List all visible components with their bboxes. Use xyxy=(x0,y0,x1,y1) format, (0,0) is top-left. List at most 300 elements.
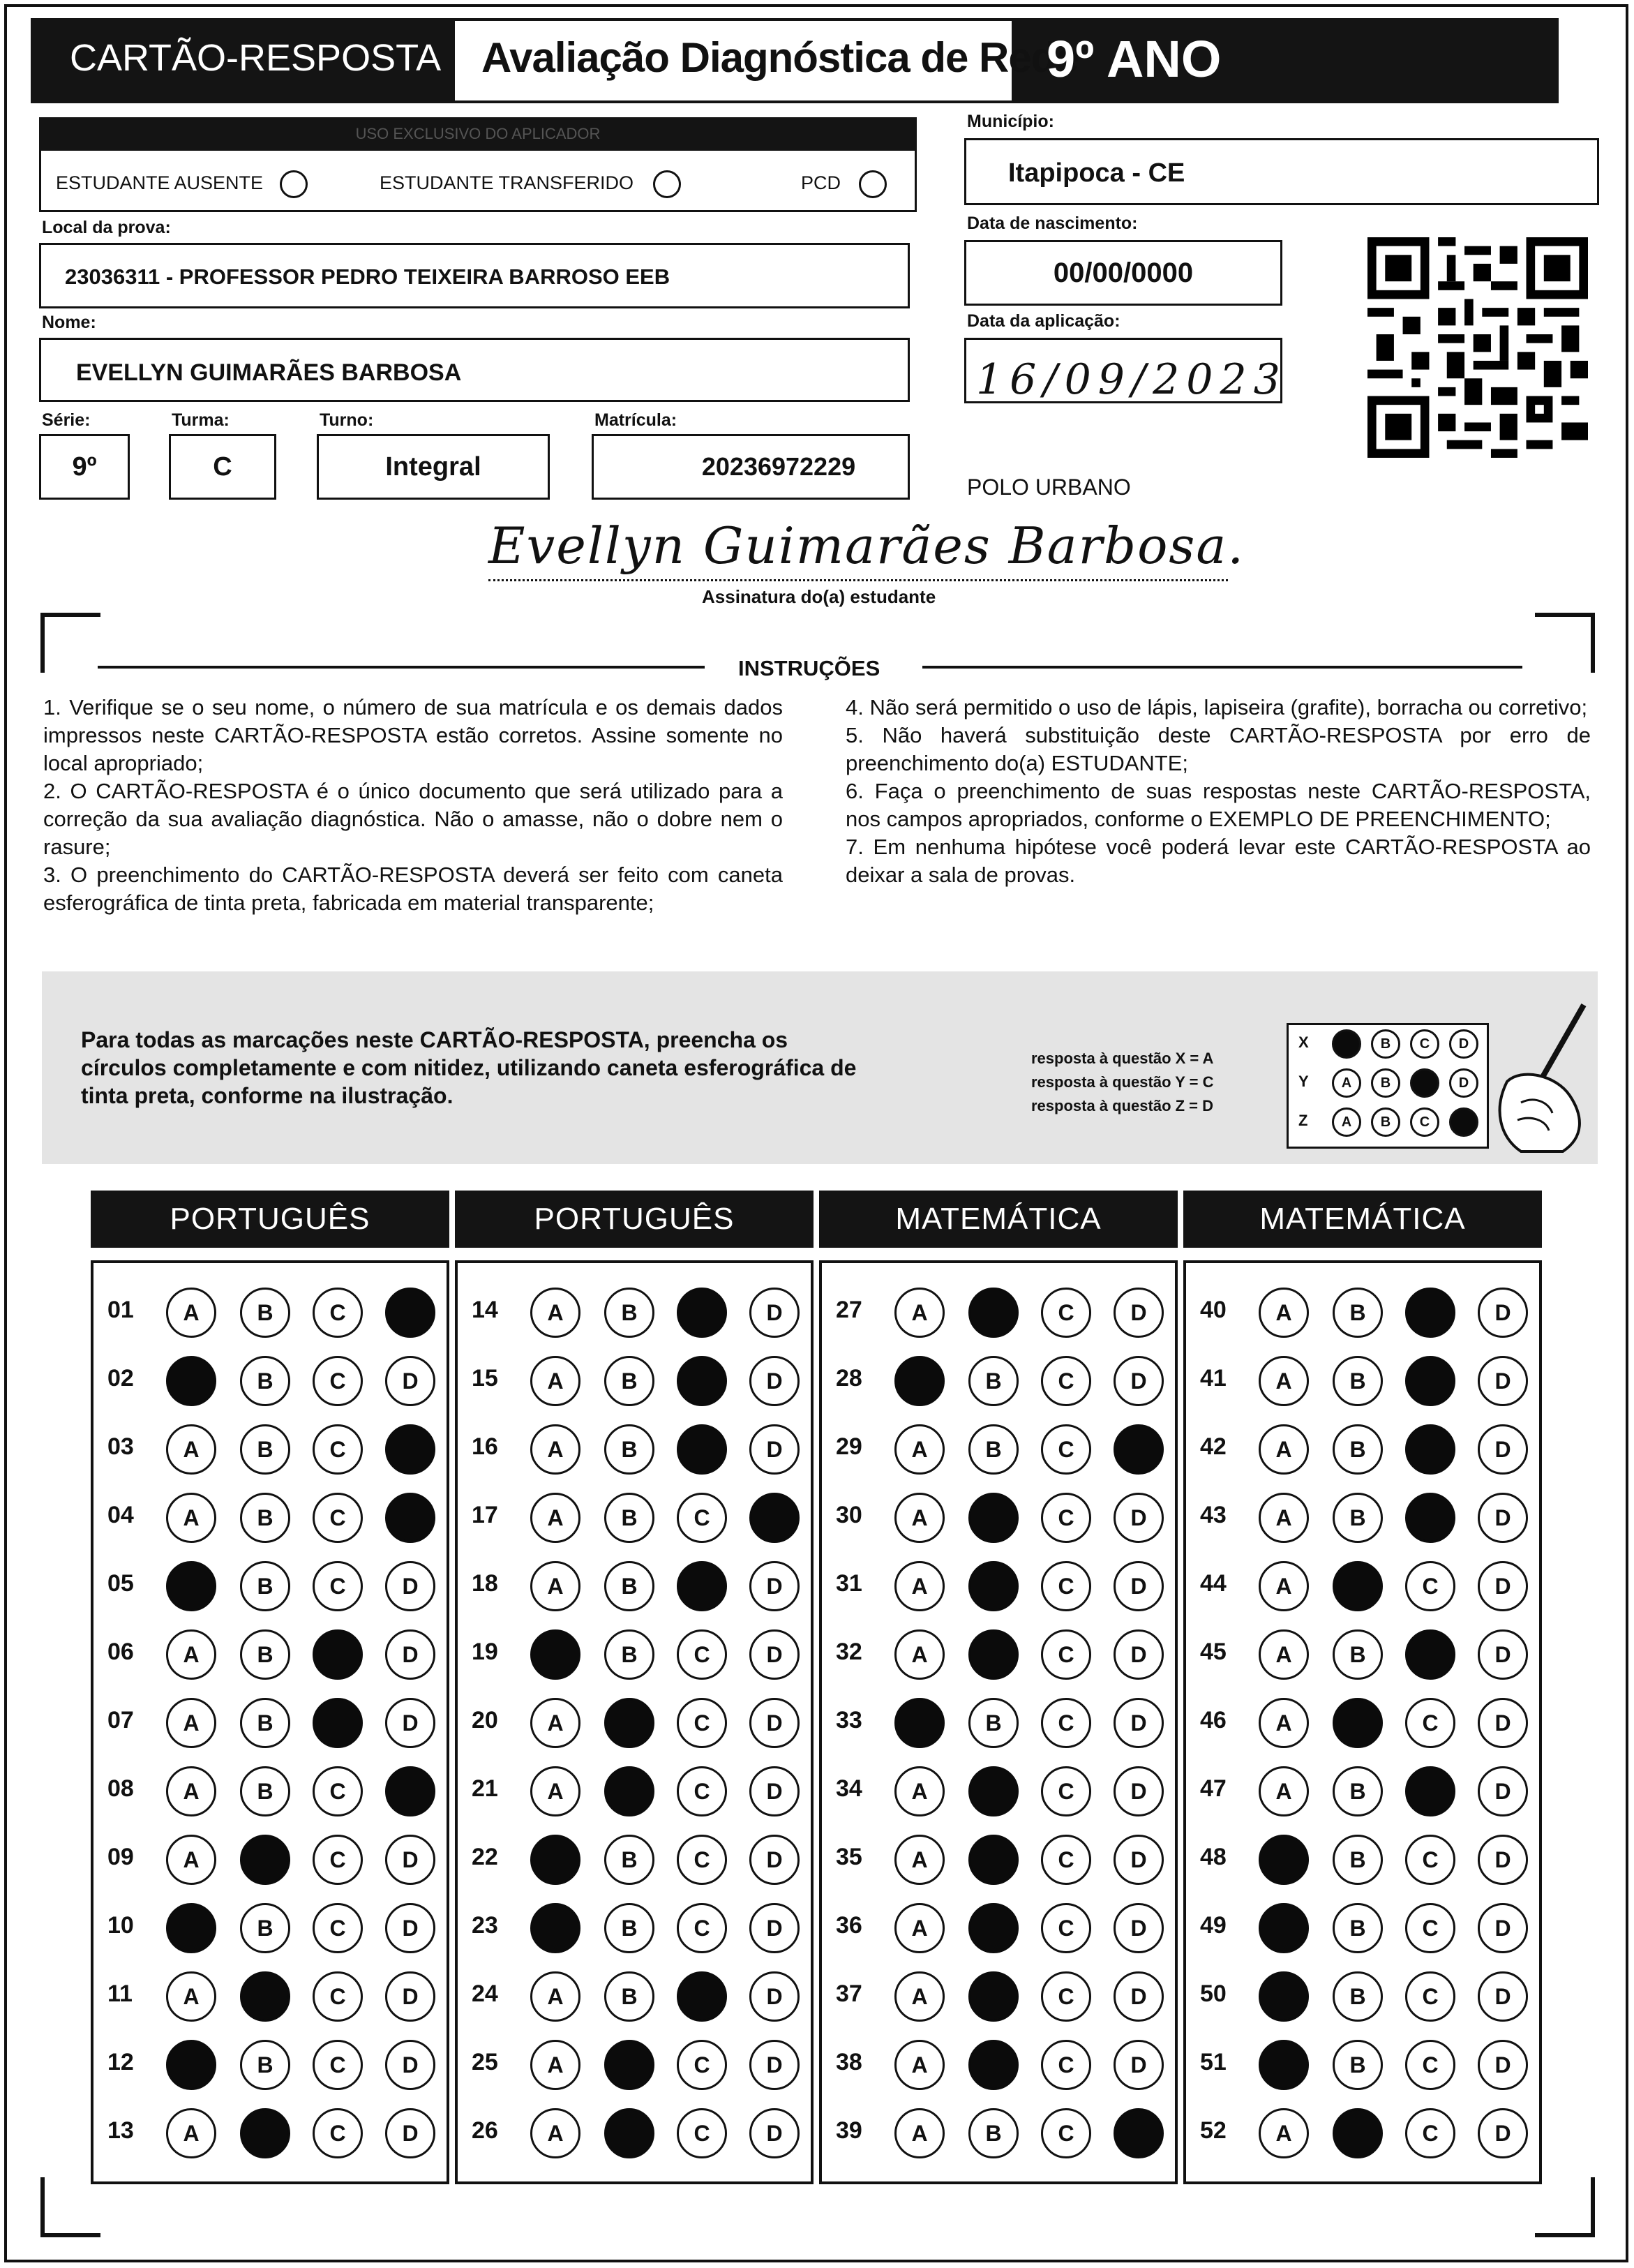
answer-bubble-d[interactable]: D xyxy=(385,1903,435,1953)
answer-bubble-a[interactable]: A xyxy=(530,1698,580,1748)
turno-field xyxy=(317,434,550,500)
answer-bubble-c[interactable] xyxy=(1405,1424,1455,1475)
answer-bubble-c[interactable]: C xyxy=(313,1356,363,1406)
answer-bubble-b[interactable]: B xyxy=(240,1561,290,1611)
answer-bubble-b[interactable]: B xyxy=(240,1766,290,1816)
answer-bubble-b[interactable]: B xyxy=(604,1356,654,1406)
answer-bubble-d[interactable] xyxy=(385,1288,435,1338)
question-row xyxy=(93,1831,447,1887)
question-number: 24 xyxy=(472,1980,498,2007)
example-bubble-c: C xyxy=(1410,1107,1439,1137)
answer-bubble-c[interactable]: C xyxy=(1405,1561,1455,1611)
answer-bubble-a[interactable]: A xyxy=(530,1288,580,1338)
answer-bubble-c[interactable]: C xyxy=(313,2040,363,2090)
answer-bubble-b[interactable] xyxy=(968,1288,1019,1338)
turma-field xyxy=(169,434,276,500)
answer-bubble-b[interactable]: B xyxy=(604,1288,654,1338)
answer-bubble-a[interactable] xyxy=(1259,1903,1309,1953)
question-column xyxy=(455,1260,814,2184)
answer-bubble-a[interactable]: A xyxy=(894,1629,945,1680)
answer-bubble-a[interactable]: A xyxy=(166,1288,216,1338)
question-number: 26 xyxy=(472,2117,498,2144)
answer-bubble-b[interactable] xyxy=(604,1766,654,1816)
answer-bubble-c[interactable]: C xyxy=(677,1629,727,1680)
answer-bubble-d[interactable]: D xyxy=(749,1288,800,1338)
answer-bubble-b[interactable] xyxy=(604,2108,654,2158)
question-number: 46 xyxy=(1200,1707,1227,1733)
answer-bubble-a[interactable] xyxy=(530,1903,580,1953)
answer-bubble-b[interactable]: B xyxy=(1333,1971,1383,2022)
question-row xyxy=(458,2036,811,2092)
answer-bubble-d[interactable] xyxy=(385,1766,435,1816)
question-row xyxy=(1186,1489,1539,1545)
question-row xyxy=(458,1352,811,1408)
question-number: 52 xyxy=(1200,2117,1227,2144)
pcd-checkbox[interactable] xyxy=(859,170,887,198)
answer-bubble-b[interactable]: B xyxy=(240,1629,290,1680)
question-number: 18 xyxy=(472,1570,498,1597)
question-number: 32 xyxy=(836,1639,862,1665)
transferred-option[interactable] xyxy=(380,170,681,198)
answer-bubble-c[interactable] xyxy=(313,1629,363,1680)
question-row xyxy=(822,2036,1175,2092)
answer-bubble-a[interactable] xyxy=(166,1561,216,1611)
answer-bubble-b[interactable]: B xyxy=(1333,1629,1383,1680)
question-column xyxy=(819,1260,1178,2184)
answer-bubble-a[interactable]: A xyxy=(166,1835,216,1885)
question-row xyxy=(1186,1558,1539,1613)
answer-bubble-d[interactable]: D xyxy=(1478,1766,1528,1816)
nome-field xyxy=(39,338,910,402)
answer-bubble-b[interactable]: B xyxy=(1333,1288,1383,1338)
answer-bubble-b[interactable] xyxy=(604,1698,654,1748)
answer-bubble-c[interactable] xyxy=(1405,1493,1455,1543)
answer-bubble-c[interactable]: C xyxy=(1041,1903,1091,1953)
answer-bubble-a[interactable]: A xyxy=(166,2108,216,2158)
answer-bubble-b[interactable] xyxy=(968,1561,1019,1611)
answer-bubble-d[interactable]: D xyxy=(1478,1698,1528,1748)
answer-bubble-c[interactable]: C xyxy=(1405,1835,1455,1885)
answer-bubble-d[interactable]: D xyxy=(1478,1356,1528,1406)
answer-bubble-a[interactable]: A xyxy=(166,1493,216,1543)
answer-bubble-b[interactable]: B xyxy=(240,1698,290,1748)
question-number: 31 xyxy=(836,1570,862,1597)
answer-bubble-c[interactable]: C xyxy=(313,1903,363,1953)
answer-bubble-a[interactable]: A xyxy=(530,1766,580,1816)
answer-bubble-a[interactable]: A xyxy=(530,1356,580,1406)
answer-bubble-d[interactable]: D xyxy=(385,1835,435,1885)
answer-bubble-c[interactable]: C xyxy=(313,1971,363,2022)
absent-option[interactable] xyxy=(56,170,308,198)
example-row-label: Y xyxy=(1298,1073,1309,1090)
question-row xyxy=(458,1489,811,1545)
question-number: 16 xyxy=(472,1433,498,1460)
pcd-option[interactable] xyxy=(801,170,887,198)
question-row xyxy=(458,2105,811,2161)
question-number: 05 xyxy=(107,1570,134,1597)
answer-bubble-a[interactable] xyxy=(1259,2040,1309,2090)
answer-bubble-b[interactable] xyxy=(604,2040,654,2090)
answer-bubble-b[interactable]: B xyxy=(240,1288,290,1338)
question-row xyxy=(1186,1284,1539,1340)
answer-bubble-a[interactable]: A xyxy=(530,1561,580,1611)
answer-bubble-c[interactable] xyxy=(1405,1288,1455,1338)
answer-bubble-b[interactable]: B xyxy=(604,1493,654,1543)
answer-bubble-a[interactable]: A xyxy=(1259,1698,1309,1748)
answer-bubble-b[interactable]: B xyxy=(240,1356,290,1406)
answer-bubble-a[interactable]: A xyxy=(894,1561,945,1611)
answer-bubble-d[interactable]: D xyxy=(749,1835,800,1885)
answer-bubble-c[interactable]: C xyxy=(1405,1903,1455,1953)
answer-bubble-a[interactable]: A xyxy=(1259,1629,1309,1680)
answer-bubble-d[interactable]: D xyxy=(385,1698,435,1748)
answer-bubble-b[interactable]: B xyxy=(1333,1356,1383,1406)
signature-handwritten: Evellyn Guimarães Barbosa. xyxy=(488,516,1245,575)
answer-bubble-a[interactable]: A xyxy=(894,1835,945,1885)
example-bubble-b: B xyxy=(1371,1068,1400,1098)
answer-bubble-a[interactable]: A xyxy=(1259,1766,1309,1816)
question-number: 29 xyxy=(836,1433,862,1460)
pcd-label: PCD xyxy=(801,172,841,194)
answer-bubble-a[interactable] xyxy=(530,1629,580,1680)
hand-pen-icon xyxy=(1479,998,1598,1158)
answer-bubble-b[interactable] xyxy=(968,1903,1019,1953)
answer-bubble-a[interactable] xyxy=(1259,1971,1309,2022)
answer-bubble-d[interactable]: D xyxy=(385,1971,435,2022)
answer-bubble-a[interactable] xyxy=(1259,1835,1309,1885)
question-number: 11 xyxy=(107,1980,133,2007)
answer-bubble-b[interactable]: B xyxy=(604,1971,654,2022)
question-number: 50 xyxy=(1200,1980,1227,2007)
answer-bubble-b[interactable]: B xyxy=(240,1903,290,1953)
bracket-bottom-left xyxy=(40,2177,100,2237)
answer-bubble-c[interactable]: C xyxy=(1405,2040,1455,2090)
answer-bubble-c[interactable]: C xyxy=(1041,1288,1091,1338)
subject-header: MATEMÁTICA xyxy=(819,1191,1178,1248)
answer-bubble-a[interactable]: A xyxy=(166,1698,216,1748)
answer-bubble-d[interactable]: D xyxy=(1478,1903,1528,1953)
answer-bubble-a[interactable]: A xyxy=(894,1766,945,1816)
answer-bubble-c[interactable]: C xyxy=(1041,2108,1091,2158)
answer-bubble-c[interactable]: C xyxy=(313,1766,363,1816)
answer-bubble-a[interactable]: A xyxy=(894,2040,945,2090)
answer-bubble-b[interactable] xyxy=(968,1835,1019,1885)
answer-bubble-d[interactable] xyxy=(1114,1424,1164,1475)
question-row xyxy=(822,1558,1175,1613)
question-number: 22 xyxy=(472,1844,498,1870)
answer-bubble-a[interactable]: A xyxy=(1259,1424,1309,1475)
answer-bubble-a[interactable]: A xyxy=(1259,1493,1309,1543)
applicator-title: USO EXCLUSIVO DO APLICADOR xyxy=(355,125,601,142)
matricula-field xyxy=(592,434,910,500)
answer-bubble-b[interactable]: B xyxy=(1333,1903,1383,1953)
answer-bubble-b[interactable] xyxy=(968,1971,1019,2022)
answer-bubble-c[interactable] xyxy=(677,1561,727,1611)
answer-bubble-c[interactable]: C xyxy=(677,1766,727,1816)
answer-bubble-b[interactable]: B xyxy=(968,1356,1019,1406)
answer-bubble-a[interactable]: A xyxy=(1259,1288,1309,1338)
answer-bubble-b[interactable]: B xyxy=(604,1424,654,1475)
answer-bubble-c[interactable]: C xyxy=(1041,1629,1091,1680)
answer-bubble-d[interactable] xyxy=(1114,2108,1164,2158)
answer-bubble-a[interactable]: A xyxy=(1259,1561,1309,1611)
answer-bubble-d[interactable]: D xyxy=(1114,1288,1164,1338)
subject-header: PORTUGUÊS xyxy=(91,1191,449,1248)
matricula-label: Matrícula: xyxy=(594,410,677,430)
answer-bubble-a[interactable]: A xyxy=(530,1493,580,1543)
answer-bubble-d[interactable]: D xyxy=(749,1971,800,2022)
answer-bubble-b[interactable]: B xyxy=(240,2040,290,2090)
answer-bubble-c[interactable]: C xyxy=(313,2108,363,2158)
nome-label: Nome: xyxy=(42,313,96,332)
answer-bubble-d[interactable]: D xyxy=(385,2040,435,2090)
answer-bubble-d[interactable]: D xyxy=(1478,1835,1528,1885)
answer-bubble-d[interactable] xyxy=(385,1424,435,1475)
question-number: 35 xyxy=(836,1844,862,1870)
answer-bubble-c[interactable]: C xyxy=(1041,1424,1091,1475)
turno-value: Integral xyxy=(385,452,481,482)
answer-bubble-c[interactable]: C xyxy=(677,1493,727,1543)
transferred-checkbox[interactable] xyxy=(653,170,681,198)
answer-bubble-d[interactable]: D xyxy=(1114,1835,1164,1885)
answer-bubble-d[interactable]: D xyxy=(1478,1288,1528,1338)
answer-bubble-d[interactable]: D xyxy=(1114,2040,1164,2090)
answer-bubble-c[interactable]: C xyxy=(1041,1493,1091,1543)
answer-bubble-d[interactable] xyxy=(749,1493,800,1543)
question-number: 39 xyxy=(836,2117,862,2144)
question-number: 33 xyxy=(836,1707,862,1733)
answer-bubble-c[interactable]: C xyxy=(677,2108,727,2158)
answer-bubble-c[interactable]: C xyxy=(677,1903,727,1953)
answer-bubble-b[interactable] xyxy=(968,2040,1019,2090)
nascimento-field xyxy=(964,240,1282,306)
answer-bubble-b[interactable]: B xyxy=(604,1629,654,1680)
question-number: 43 xyxy=(1200,1502,1227,1528)
answer-bubble-b[interactable]: B xyxy=(968,1424,1019,1475)
answer-bubble-b[interactable]: B xyxy=(968,1698,1019,1748)
answer-bubble-b[interactable]: B xyxy=(1333,2040,1383,2090)
question-row xyxy=(822,1489,1175,1545)
answer-bubble-b[interactable]: B xyxy=(604,1835,654,1885)
answer-bubble-a[interactable]: A xyxy=(894,1903,945,1953)
question-row xyxy=(1186,1694,1539,1750)
answer-bubble-c[interactable]: C xyxy=(1041,1835,1091,1885)
answer-bubble-d[interactable]: D xyxy=(749,1698,800,1748)
answer-bubble-d[interactable]: D xyxy=(749,1424,800,1475)
instructions-rule-left xyxy=(98,666,705,669)
answer-bubble-d[interactable]: D xyxy=(1478,1561,1528,1611)
answer-bubble-d[interactable]: D xyxy=(1114,1903,1164,1953)
answer-bubble-d[interactable]: D xyxy=(1114,1493,1164,1543)
applicator-title-bar xyxy=(39,117,917,151)
answer-bubble-a[interactable] xyxy=(530,1835,580,1885)
answer-bubble-a[interactable]: A xyxy=(166,1424,216,1475)
answer-bubble-b[interactable] xyxy=(1333,2108,1383,2158)
answer-bubble-b[interactable] xyxy=(968,1629,1019,1680)
answer-bubble-a[interactable]: A xyxy=(894,1493,945,1543)
question-number: 06 xyxy=(107,1639,134,1665)
example-bubble-d xyxy=(1449,1107,1478,1137)
answer-bubble-a[interactable] xyxy=(166,1903,216,1953)
answer-bubble-c[interactable]: C xyxy=(313,1561,363,1611)
answer-bubble-c[interactable] xyxy=(313,1698,363,1748)
answer-bubble-c[interactable] xyxy=(1405,1766,1455,1816)
answer-bubble-d[interactable]: D xyxy=(385,1356,435,1406)
answer-bubble-c[interactable]: C xyxy=(313,1288,363,1338)
answer-bubble-c[interactable]: C xyxy=(1041,1561,1091,1611)
answer-bubble-d[interactable]: D xyxy=(749,1903,800,1953)
question-row xyxy=(1186,1421,1539,1477)
answer-bubble-c[interactable] xyxy=(677,1424,727,1475)
answer-bubble-b[interactable]: B xyxy=(604,1903,654,1953)
answer-bubble-a[interactable] xyxy=(166,2040,216,2090)
answer-bubble-c[interactable]: C xyxy=(1041,2040,1091,2090)
answer-bubble-a[interactable]: A xyxy=(894,1424,945,1475)
municipio-field xyxy=(964,138,1599,205)
answer-bubble-b[interactable]: B xyxy=(604,1561,654,1611)
question-number: 15 xyxy=(472,1365,498,1392)
answer-bubble-a[interactable]: A xyxy=(166,1971,216,2022)
answer-bubble-b[interactable] xyxy=(1333,1698,1383,1748)
answer-bubble-a[interactable]: A xyxy=(166,1629,216,1680)
answer-bubble-a[interactable] xyxy=(166,1356,216,1406)
serie-value: 9º xyxy=(72,452,97,482)
answer-bubble-a[interactable]: A xyxy=(894,1288,945,1338)
answer-bubble-a[interactable]: A xyxy=(530,1424,580,1475)
answer-bubble-b[interactable]: B xyxy=(1333,1766,1383,1816)
answer-bubble-a[interactable]: A xyxy=(1259,1356,1309,1406)
answer-bubble-d[interactable]: D xyxy=(385,1629,435,1680)
question-row xyxy=(458,1900,811,1955)
answer-bubble-d[interactable]: D xyxy=(1114,1766,1164,1816)
question-row xyxy=(1186,1900,1539,1955)
answer-bubble-c[interactable]: C xyxy=(1405,1971,1455,2022)
question-number: 19 xyxy=(472,1639,498,1665)
question-number: 09 xyxy=(107,1844,134,1870)
answer-bubble-c[interactable] xyxy=(1405,1629,1455,1680)
question-number: 34 xyxy=(836,1775,862,1802)
answer-bubble-c[interactable]: C xyxy=(1041,1356,1091,1406)
answer-bubble-d[interactable]: D xyxy=(749,1356,800,1406)
answer-bubble-d[interactable]: D xyxy=(1114,1698,1164,1748)
answer-bubble-a[interactable]: A xyxy=(1259,2108,1309,2158)
question-number: 47 xyxy=(1200,1775,1227,1802)
turma-label: Turma: xyxy=(172,410,230,430)
question-number: 37 xyxy=(836,1980,862,2007)
answer-bubble-c[interactable] xyxy=(1405,1356,1455,1406)
instructions-left xyxy=(43,694,783,917)
question-row xyxy=(822,1694,1175,1750)
answer-bubble-c[interactable] xyxy=(677,1288,727,1338)
example-legend-z: resposta à questão Z = D xyxy=(1031,1097,1214,1114)
answer-bubble-a[interactable]: A xyxy=(166,1766,216,1816)
answer-bubble-c[interactable]: C xyxy=(1041,1971,1091,2022)
answer-bubble-d[interactable]: D xyxy=(749,2108,800,2158)
answer-bubble-c[interactable]: C xyxy=(677,1698,727,1748)
answer-bubble-b[interactable]: B xyxy=(1333,1835,1383,1885)
question-number: 04 xyxy=(107,1502,134,1528)
answer-bubble-d[interactable]: D xyxy=(749,1561,800,1611)
example-legend xyxy=(1031,1047,1213,1118)
answer-bubble-c[interactable]: C xyxy=(677,2040,727,2090)
answer-bubble-b[interactable] xyxy=(968,1766,1019,1816)
answer-bubble-d[interactable]: D xyxy=(1114,1356,1164,1406)
answer-bubble-b[interactable]: B xyxy=(1333,1493,1383,1543)
answer-bubble-b[interactable] xyxy=(240,2108,290,2158)
nascimento-value: 00/00/0000 xyxy=(1053,258,1194,288)
subject-header: PORTUGUÊS xyxy=(455,1191,814,1248)
question-number: 12 xyxy=(107,2049,134,2075)
answer-bubble-c[interactable]: C xyxy=(1041,1698,1091,1748)
answer-bubble-d[interactable]: D xyxy=(749,1629,800,1680)
answer-bubble-a[interactable] xyxy=(894,1356,945,1406)
answer-bubble-d[interactable]: D xyxy=(385,1561,435,1611)
answer-bubble-d[interactable]: D xyxy=(1478,2108,1528,2158)
question-row xyxy=(458,1626,811,1682)
answer-bubble-d[interactable]: D xyxy=(1478,1493,1528,1543)
answer-bubble-b[interactable]: B xyxy=(1333,1424,1383,1475)
answer-bubble-b[interactable] xyxy=(240,1835,290,1885)
answer-bubble-d[interactable] xyxy=(385,1493,435,1543)
answer-bubble-d[interactable]: D xyxy=(749,2040,800,2090)
answer-bubble-b[interactable]: B xyxy=(240,1424,290,1475)
question-number: 44 xyxy=(1200,1570,1227,1597)
answer-bubble-c[interactable]: C xyxy=(1041,1766,1091,1816)
answer-bubble-b[interactable] xyxy=(240,1971,290,2022)
answer-bubble-c[interactable]: C xyxy=(1405,1698,1455,1748)
answer-bubble-c[interactable]: C xyxy=(313,1493,363,1543)
answer-bubble-d[interactable]: D xyxy=(1478,1424,1528,1475)
answer-bubble-d[interactable]: D xyxy=(1478,2040,1528,2090)
answer-bubble-d[interactable]: D xyxy=(1478,1629,1528,1680)
answer-bubble-d[interactable]: D xyxy=(1114,1971,1164,2022)
question-number: 21 xyxy=(472,1775,498,1802)
answer-bubble-d[interactable]: D xyxy=(1114,1629,1164,1680)
answer-bubble-d[interactable]: D xyxy=(1478,1971,1528,2022)
question-row xyxy=(458,1968,811,2024)
signature-line xyxy=(488,579,1228,581)
answer-bubble-c[interactable] xyxy=(677,1971,727,2022)
answer-bubble-a[interactable]: A xyxy=(530,1971,580,2022)
question-row xyxy=(1186,2036,1539,2092)
answer-bubble-a[interactable]: A xyxy=(530,2108,580,2158)
answer-bubble-d[interactable]: D xyxy=(749,1766,800,1816)
answer-bubble-a[interactable]: A xyxy=(530,2040,580,2090)
answer-bubble-c[interactable]: C xyxy=(1405,2108,1455,2158)
example-bubble-a: A xyxy=(1332,1107,1361,1137)
answer-bubble-c[interactable] xyxy=(677,1356,727,1406)
answer-bubble-a[interactable] xyxy=(894,1698,945,1748)
answer-bubble-b[interactable]: B xyxy=(968,2108,1019,2158)
absent-checkbox[interactable] xyxy=(280,170,308,198)
answer-bubble-c[interactable]: C xyxy=(677,1835,727,1885)
question-number: 27 xyxy=(836,1297,862,1323)
answer-bubble-b[interactable]: B xyxy=(240,1493,290,1543)
answer-bubble-d[interactable]: D xyxy=(1114,1561,1164,1611)
answer-bubble-b[interactable] xyxy=(968,1493,1019,1543)
question-number: 36 xyxy=(836,1912,862,1939)
example-bubble-a: A xyxy=(1332,1068,1361,1098)
answer-bubble-a[interactable]: A xyxy=(894,2108,945,2158)
instruction-3: 3. O preenchimento do CARTÃO-RESPOSTA deverá ser feito com caneta esferográfica de tinta preta, fabricada em material transparente; xyxy=(43,863,783,915)
question-number: 51 xyxy=(1200,2049,1227,2075)
answer-bubble-b[interactable] xyxy=(1333,1561,1383,1611)
answer-bubble-c[interactable]: C xyxy=(313,1835,363,1885)
answer-bubble-a[interactable]: A xyxy=(894,1971,945,2022)
answer-bubble-c[interactable]: C xyxy=(313,1424,363,1475)
answer-bubble-d[interactable]: D xyxy=(385,2108,435,2158)
question-number: 08 xyxy=(107,1775,134,1802)
